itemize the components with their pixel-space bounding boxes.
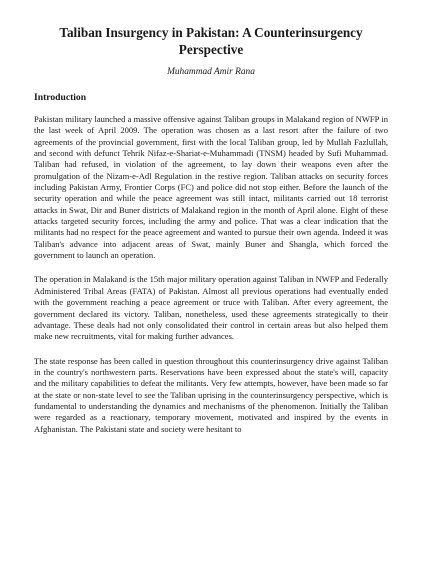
paragraph-2: The operation in Malakand is the 15th major military operation against Taliban in NWFP and Federally Administered Tribal Areas (FATA) of Pakistan. Almost all previous operations had eventually ended with the government reaching a peace agreement or truce with Taliban. After every agreement, the government declared its victory. Taliban, nonetheless, used these agreements strategically to their advantage. These deals had not only consolidated their control in certain areas but also helped them make new recruitments, vital for making further advances. xyxy=(34,274,388,342)
paragraph-3: The state response has been called in question throughout this counterinsurgency drive against Taliban in the country's northwestern parts. Reservations have been expressed about the state's will, capacity and the military capabilities to defeat the militants. Very few attempts, however, have been made so far at the state or non-state level to see the Taliban uprising in the counterinsurgency perspective, which is fundamental to understanding the dynamics and mechanisms of the phenomenon. Initially the Taliban were regarded as a reactionary, temporary movement, motivated and inspired by the events in Afghanistan. The Pakistani state and society were hesitant to xyxy=(34,355,388,434)
document-title: Taliban Insurgency in Pakistan: A Counterinsurgency Perspective xyxy=(59,25,363,57)
author-name: Muhammad Amir Rana xyxy=(167,67,255,77)
section-heading: Introduction xyxy=(34,92,87,103)
paragraph-1: Pakistan military launched a massive offensive against Taliban groups in Malakand region of NWFP in the last week of April 2009. The operation was chosen as a last resort after the failure of two agreements of the provincial government, first with the local Taliban group, led by Mullah Fazlullah, and second with defunct Tehrik Nifaz-e-Shariat-e-Muhammadi (TNSM) headed by Sufi Muhammad. Taliban had refused, in violation of the agreement, to lay down their weapons even after the promulgation of the Nizam-e-Adl Regulation in the restive region. Taliban attacks on security forces including Pakistan Army, Frontier Corps (FC) and police did not stop either. Before the launch of the security operation and while the peace agreement was still intact, militants carried out 18 terrorist attacks in Swat, Dir and Buner districts of Malakand region in the month of April alone. Eight of these attacks targeted security forces, including the army and police. That was a clear indication that the militants had no respect for the peace agreement and wanted to pursue their own agenda. Indeed it was Taliban's advance into adjacent areas of Swat, mainly Buner and Shangla, which forced the government to launch an operation. xyxy=(34,114,388,261)
